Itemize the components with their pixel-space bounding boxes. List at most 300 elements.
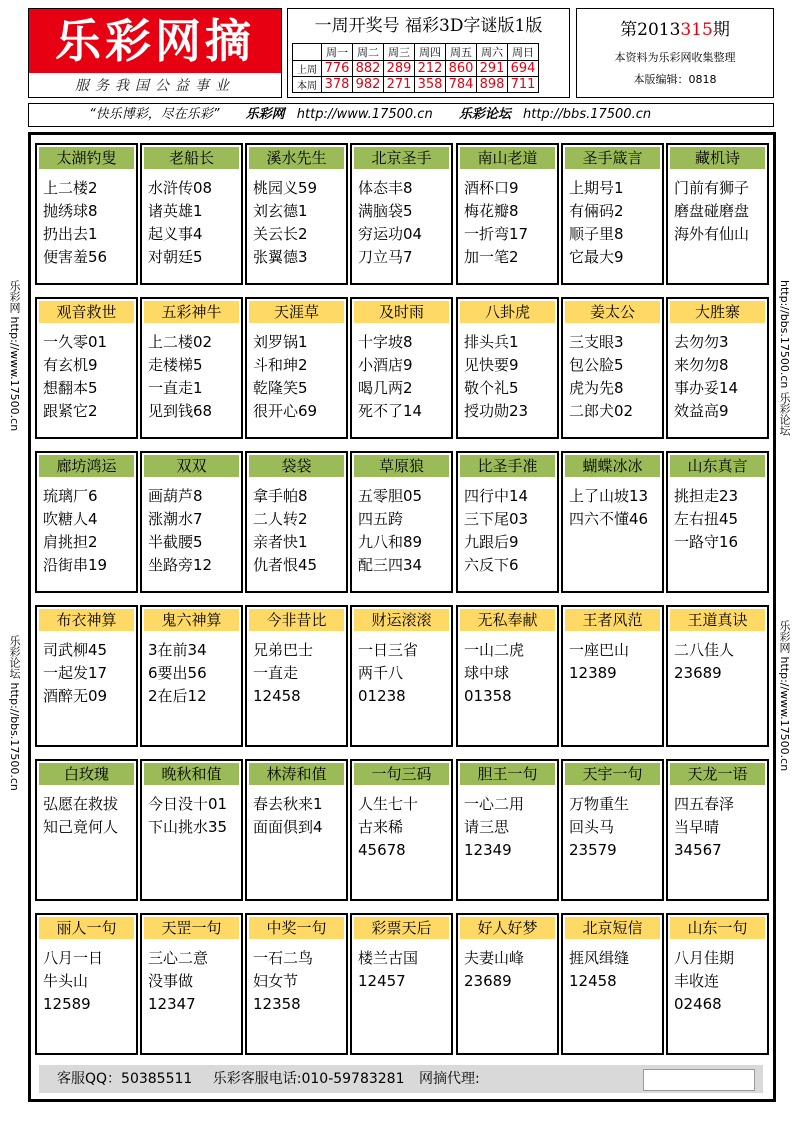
issue-suffix: 期 [712,20,730,40]
side-text-left-bottom: 乐彩论坛 http://bbs.17500.cn [8,635,21,791]
panel-line: 丰收连 [674,972,720,990]
panel-line: 上二楼2 [43,179,98,197]
panel-line: 十字坡8 [358,333,413,351]
panel-line: 刘罗锅1 [253,333,308,351]
panel-body [142,479,241,577]
panel-line: 琉璃厂6 [43,487,98,505]
panel-line: 23689 [674,664,722,682]
slogan-bar [28,103,774,127]
panel-title: 今非昔比 [249,609,344,631]
panel-body [563,787,662,862]
riddle-panel [561,759,664,901]
panel-line: 面面俱到4 [253,818,323,836]
panel-title: 林涛和值 [249,763,344,785]
panel-line: 捱风缉缝 [569,949,630,967]
riddle-panel [666,605,769,747]
panel-line: 12389 [569,664,617,682]
panel-title: 北京短信 [565,917,660,939]
panel-line: 斗和珅2 [253,356,308,374]
panel-line: 配三四34 [358,556,423,574]
panel-line: 有玄机9 [43,356,98,374]
footer-bar [39,1065,763,1093]
panel-line: 小酒店9 [358,356,413,374]
panel-line: 一日三省 [358,641,419,659]
panel-line: 海外有仙山 [674,225,750,243]
panel-line: 穷运功04 [358,225,423,243]
panel-body [247,787,346,839]
draw-number: 776 [322,61,353,77]
site-url-link[interactable]: http://www.17500.cn [296,107,433,122]
panel-line: 三心二意 [148,949,209,967]
riddle-panel [350,605,453,747]
riddle-panel [350,297,453,439]
panel-title: 圣手箴言 [565,147,660,169]
panel-line: 兄弟巴士 [253,641,314,659]
panel-line: 肩挑担2 [43,533,98,551]
slogan-quote: “快乐博彩，尽在乐彩” [89,107,220,122]
panel-line: 2在后12 [148,687,207,705]
riddle-panel [140,297,243,439]
panel-line: 一路守16 [674,533,739,551]
riddle-panel [561,297,664,439]
day-header: 周二 [353,44,384,61]
panel-line: 妇女节 [253,972,299,990]
riddle-panel [561,143,664,285]
panel-title: 藏机诗 [670,147,765,169]
panel-body [563,479,662,531]
panel-line: 二郎犬02 [569,402,634,420]
riddle-panel [245,913,348,1055]
draw-number: 784 [446,77,477,93]
panel-title: 胆王一句 [460,763,555,785]
panel-body [37,171,136,269]
panel-line: 想翻本5 [43,379,98,397]
panel-line: 吹糖人4 [43,510,98,528]
panel-line: 下山挑水35 [148,818,228,836]
panel-body [142,787,241,839]
panel-body [668,171,767,246]
panel-title: 丽人一句 [39,917,134,939]
panel-line: 排头兵1 [464,333,519,351]
riddle-panel [350,759,453,901]
panel-body [668,479,767,554]
panel-title: 鬼六神算 [144,609,239,631]
panel-line: 拿手帕8 [253,487,308,505]
panel-line: 刘玄德1 [253,202,308,220]
panel-body [352,171,451,269]
riddle-panel [35,143,138,285]
issue-box [576,8,774,98]
riddle-panel [245,143,348,285]
panel-body [37,633,136,708]
panel-line: 喝几两2 [358,379,413,397]
panel-title: 天涯草 [249,301,344,323]
panel-title: 彩票天后 [354,917,449,939]
last-week-row [293,61,539,77]
panel-line: 坐路旁12 [148,556,213,574]
panel-line: 回头马 [569,818,615,836]
draw-number: 898 [477,77,508,93]
panel-line: 见快要9 [464,356,519,374]
panel-line: 一座巴山 [569,641,630,659]
panel-line: 3在前34 [148,641,207,659]
panel-title: 白玫瑰 [39,763,134,785]
panel-title: 溪水先生 [249,147,344,169]
draw-number: 378 [322,77,353,93]
riddle-panel [666,297,769,439]
row-label: 上周 [293,61,322,77]
panel-line: 人生七十 [358,795,419,813]
footer-phone: 乐彩客服电话:010-59783281 [212,1071,405,1087]
panel-line: 酒杯口9 [464,179,519,197]
panel-line: 12458 [253,687,301,705]
riddle-panel [350,143,453,285]
panel-line: 便害羞56 [43,248,108,266]
panel-line: 没事做 [148,972,194,990]
logo-text: 乐彩网摘 [55,14,255,68]
panel-line: 二人转2 [253,510,308,528]
panel-line: 一折弯17 [464,225,529,243]
panel-line: 诸英雄1 [148,202,203,220]
panel-line: 12347 [148,995,196,1013]
riddle-panel [35,451,138,593]
footer-agent: 网摘代理: [418,1071,480,1087]
panel-line: 左右扭45 [674,510,739,528]
side-text-left-top: 乐彩网 http://www.17500.cn [8,280,21,432]
panel-line: 门前有狮子 [674,179,750,197]
panel-body [668,325,767,423]
panel-line: 关云长2 [253,225,308,243]
panel-line: 很开心69 [253,402,318,420]
panel-line: 虎为先8 [569,379,624,397]
panel-line: 亲者快1 [253,533,308,551]
panel-title: 袋袋 [249,455,344,477]
panel-body [352,479,451,577]
riddle-panel [456,143,559,285]
draw-number: 860 [446,61,477,77]
panel-title: 天龙一语 [670,763,765,785]
riddle-panel [140,759,243,901]
riddle-panel [245,759,348,901]
panel-line: 一心二用 [464,795,525,813]
panel-body [458,941,557,993]
panel-line: 12457 [358,972,406,990]
panel-line: 九跟后9 [464,533,519,551]
panel-title: 廊坊鸿运 [39,455,134,477]
issue-note: 本资料为乐彩网收集整理 [614,51,736,64]
panel-line: 春去秋来1 [253,795,323,813]
draw-number: 711 [508,77,539,93]
panel-line: 三支眼3 [569,333,624,351]
panel-line: 古来稀 [358,818,404,836]
panel-line: 四五春泽 [674,795,735,813]
this-week-row [293,77,539,93]
day-header: 周六 [477,44,508,61]
panel-line: 敬个礼5 [464,379,519,397]
row-label: 本周 [293,77,322,93]
panel-line: 牛头山 [43,972,89,990]
panel-title: 晚秋和值 [144,763,239,785]
panel-title: 八卦虎 [460,301,555,323]
panel-line: 上二楼02 [148,333,213,351]
day-header: 周四 [415,44,446,61]
panel-line: 效益高9 [674,402,729,420]
panel-body [352,325,451,423]
panel-line: 顺子里8 [569,225,624,243]
draw-number: 212 [415,61,446,77]
panel-line: 01238 [358,687,406,705]
panel-line: 12358 [253,995,301,1013]
panel-body [668,941,767,1016]
panel-line: 扔出去1 [43,225,98,243]
panel-line: 乾隆笑5 [253,379,308,397]
side-text-right-bottom: 乐彩网 http://www.17500.cn [778,620,791,772]
panel-body [458,171,557,269]
panel-line: 授功勋23 [464,402,529,420]
panel-line: 万物重生 [569,795,630,813]
riddle-panel [140,605,243,747]
panel-title: 山东真言 [670,455,765,477]
panel-body [668,633,767,685]
panel-line: 45678 [358,841,406,859]
panel-line: 四五跨 [358,510,404,528]
draw-number: 291 [477,61,508,77]
side-text-right-top: http://bbs.17500.cn 乐彩论坛 [778,280,791,436]
draw-number: 882 [353,61,384,77]
panel-title: 太湖钓叟 [39,147,134,169]
panel-title: 山东一句 [670,917,765,939]
riddle-panel [245,297,348,439]
riddle-panel [456,297,559,439]
panel-line: 三下尾03 [464,510,529,528]
panel-body [247,479,346,577]
forum-url-link[interactable]: http://bbs.17500.cn [522,107,652,122]
forum-label: 乐彩论坛 [458,107,511,122]
panel-title: 北京圣手 [354,147,449,169]
panel-line: 今日没十01 [148,795,228,813]
panel-line: 上了山坡13 [569,487,649,505]
panel-title: 姜太公 [565,301,660,323]
panel-line: 包公脸5 [569,356,624,374]
panel-body [247,171,346,269]
riddle-panel [561,913,664,1055]
riddle-panel [666,451,769,593]
panel-line: 加一笔2 [464,248,519,266]
panel-line: 来勿勿8 [674,356,729,374]
panel-title: 天宇一句 [565,763,660,785]
panel-line: 酒醉无09 [43,687,108,705]
main-frame [28,132,776,1102]
panel-line: 涨潮水7 [148,510,203,528]
corner-cell [293,44,322,61]
panel-title: 好人好梦 [460,917,555,939]
site-label: 乐彩网 [245,107,285,122]
logo-block [28,8,282,98]
panel-line: 弘愿在救拔 [43,795,119,813]
panel-body [458,633,557,708]
panel-line: 沿街串19 [43,556,108,574]
riddle-panel [140,143,243,285]
draw-number: 289 [384,61,415,77]
panel-line: 仇者恨45 [253,556,318,574]
riddle-panel [666,759,769,901]
panel-line: 它最大9 [569,248,624,266]
panel-body [458,325,557,423]
panel-line: 12349 [464,841,512,859]
panel-title: 五彩神牛 [144,301,239,323]
panel-line: 知己竟何人 [43,818,119,836]
footer-qq: 客服QQ：50385511 [57,1071,193,1087]
panel-line: 见到钱68 [148,402,213,420]
day-header: 周五 [446,44,477,61]
panel-title: 比圣手准 [460,455,555,477]
riddle-panel [140,913,243,1055]
riddle-panel [456,451,559,593]
riddle-panel [140,451,243,593]
panel-body [563,171,662,269]
riddle-panel [456,605,559,747]
draw-number: 271 [384,77,415,93]
panel-title: 观音救世 [39,301,134,323]
panel-line: 抛绣球8 [43,202,98,220]
panel-body [142,325,241,423]
panel-body [352,633,451,708]
panel-line: 五零胆05 [358,487,423,505]
panel-line: 6要出56 [148,664,207,682]
issue-title [577,15,773,40]
panel-line: 一起发17 [43,664,108,682]
logo-slogan: 服务我国公益事业 [75,78,235,94]
panel-line: 01358 [464,687,512,705]
panel-title: 王道真诀 [670,609,765,631]
panel-line: 刀立马7 [358,248,413,266]
riddle-panel [456,759,559,901]
riddle-panel [35,605,138,747]
panel-line: 体态丰8 [358,179,413,197]
panel-line: 夫妻山峰 [464,949,525,967]
panel-line: 四六不懂46 [569,510,649,528]
panel-body [247,941,346,1016]
riddle-panel [245,605,348,747]
panel-title: 南山老道 [460,147,555,169]
panel-line: 梅花瓣8 [464,202,519,220]
panel-body [668,787,767,862]
days-row [293,44,539,61]
panel-line: 12458 [569,972,617,990]
panel-title: 蝴蝶冰冰 [565,455,660,477]
draw-table [292,43,539,93]
panel-line: 水浒传08 [148,179,213,197]
panel-line: 走楼梯5 [148,356,203,374]
panel-line: 画葫芦8 [148,487,203,505]
issue-number: 315 [680,20,713,40]
panel-title: 及时雨 [354,301,449,323]
panel-line: 一石二鸟 [253,949,314,967]
draw-number: 982 [353,77,384,93]
riddle-panel [35,297,138,439]
riddle-panel [456,913,559,1055]
panel-line: 事办妥14 [674,379,739,397]
panel-title: 王者风范 [565,609,660,631]
day-header: 周三 [384,44,415,61]
panel-line: 23689 [464,972,512,990]
panel-body [142,633,241,708]
panel-title: 草原狼 [354,455,449,477]
panel-line: 半截腰5 [148,533,203,551]
panel-line: 六反下6 [464,556,519,574]
panel-line: 跟紧它2 [43,402,98,420]
panel-body [37,941,136,1016]
panel-body [37,787,136,839]
panel-line: 桃园义59 [253,179,318,197]
panel-line: 02468 [674,995,722,1013]
panel-body [247,633,346,708]
panel-body [247,325,346,423]
panel-body [142,941,241,1016]
panel-line: 死不了14 [358,402,423,420]
panel-title: 无私奉献 [460,609,555,631]
issue-prefix: 第2013 [620,20,681,40]
panel-body [352,787,451,862]
panel-line: 楼兰古国 [358,949,419,967]
panel-title: 双双 [144,455,239,477]
panel-title: 中奖一句 [249,917,344,939]
panel-body [352,941,451,993]
panel-title: 财运滚滚 [354,609,449,631]
panel-line: 八月佳期 [674,949,735,967]
panel-body [142,171,241,269]
panel-line: 一直走 [253,664,299,682]
panel-title: 布衣神算 [39,609,134,631]
panel-line: 12589 [43,995,91,1013]
panel-line: 司武柳45 [43,641,108,659]
day-header: 周日 [508,44,539,61]
panel-line: 球中球 [464,664,510,682]
panel-line: 张翼德3 [253,248,308,266]
panel-line: 四行中14 [464,487,529,505]
weekly-draw-box [287,8,570,98]
panel-body [458,479,557,577]
riddle-panel [350,913,453,1055]
panel-line: 去勿勿3 [674,333,729,351]
panel-line: 上期号1 [569,179,624,197]
panel-line: 34567 [674,841,722,859]
riddle-panel [561,451,664,593]
panel-line: 挑担走23 [674,487,739,505]
panel-body [37,479,136,577]
issue-editor: 本版编辑：0818 [633,73,717,86]
panel-line: 八月一日 [43,949,104,967]
riddle-panel [666,143,769,285]
riddle-panel [666,913,769,1055]
panel-line: 一山二虎 [464,641,525,659]
panel-line: 当早晴 [674,818,720,836]
agent-field [643,1069,755,1091]
draw-number: 694 [508,61,539,77]
panel-line: 对朝廷5 [148,248,203,266]
panel-title: 大胜寨 [670,301,765,323]
panel-line: 23579 [569,841,617,859]
panel-body [458,787,557,862]
draw-number: 358 [415,77,446,93]
riddle-panel [561,605,664,747]
panel-line: 一直走1 [148,379,203,397]
panel-title: 老船长 [144,147,239,169]
riddle-panel [35,913,138,1055]
panel-line: 请三思 [464,818,510,836]
panel-title: 天罡一句 [144,917,239,939]
panel-line: 九八和89 [358,533,423,551]
